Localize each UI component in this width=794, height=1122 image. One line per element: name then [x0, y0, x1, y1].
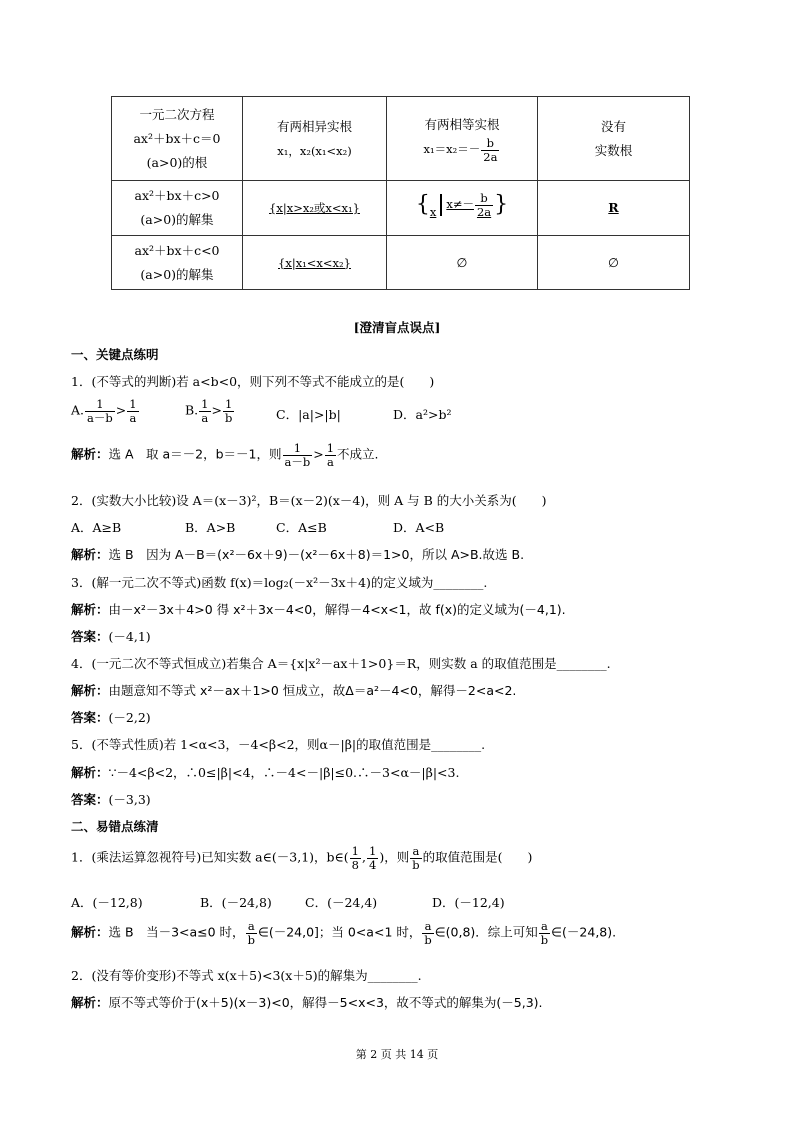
q2-option-b: B．A>B	[185, 520, 236, 535]
table-cell	[387, 236, 538, 290]
section-title: [澄清盲点误点]	[353, 320, 441, 335]
numerator: 1	[129, 397, 137, 411]
set-bar	[440, 194, 442, 216]
numerator: a	[246, 920, 257, 934]
cell-line: (a>0)的根	[146, 154, 208, 170]
cell-line: 实数根	[594, 142, 633, 158]
table-row	[112, 236, 690, 290]
q3-stem: 3．(解一元二次不等式)函数 f(x)＝log₂(－x²－3x＋4)的定义域为________.	[71, 575, 488, 590]
answer-label: 解析：	[71, 602, 109, 617]
answer-text: ∈(－24,0]；当 0<a<1 时，	[257, 924, 422, 940]
fraction	[246, 920, 257, 946]
q2-option-c: C．A≤B	[276, 520, 327, 535]
p2-q2-stem: 2．(没有等价变形)不等式 x(x＋5)<3(x＋5)的解集为________.	[71, 968, 422, 983]
solution-set: {x|x₁<x<x₂}	[278, 255, 351, 270]
fraction	[539, 920, 550, 946]
answer-text: 原不等式等价于(x＋5)(x－3)<0，解得－5<x<3，故不等式的解集为(－5,3).	[108, 995, 543, 1010]
p2-q1-stem	[71, 845, 532, 871]
table-cell	[243, 97, 387, 181]
p2-q1-option-d: D．(－12,4)	[432, 895, 505, 910]
q2-option-d: D．A<B	[393, 520, 445, 535]
q1-option-d: D．a²>b²	[393, 407, 452, 422]
gt-sign: >	[211, 402, 222, 418]
table-cell	[538, 236, 690, 290]
stem-text: ，则	[384, 849, 410, 865]
cell-line	[387, 137, 537, 163]
final-answer: (－4,1)	[108, 629, 151, 644]
q2-option-a: A．A≥B	[71, 520, 122, 535]
q2-answer	[71, 545, 524, 563]
table-header-cell	[112, 181, 243, 236]
numerator: a	[410, 845, 421, 859]
q5-final	[71, 790, 151, 808]
q3-final	[71, 627, 151, 645]
table-row	[112, 97, 690, 181]
table-row	[112, 181, 690, 236]
fraction	[367, 845, 378, 871]
denominator: b	[247, 932, 255, 947]
comma: ,	[362, 849, 366, 865]
part2-heading: 二、易错点练清	[71, 819, 159, 834]
gt-sign: >	[115, 402, 127, 418]
numerator: b	[475, 192, 493, 206]
numerator: a	[422, 920, 433, 934]
fraction	[85, 398, 115, 424]
denominator: a	[129, 410, 137, 425]
denominator: 4	[368, 857, 377, 872]
cell-line: x₁，x₂(x₁<x₂)	[277, 143, 352, 158]
inequality-table	[111, 96, 690, 290]
left-brace: {	[415, 192, 430, 218]
table-cell	[243, 236, 387, 290]
p2-q1-option-b: B．(－24,8)	[200, 895, 272, 910]
fraction	[223, 398, 234, 424]
answer-label: 解析：	[71, 995, 109, 1010]
table-cell	[538, 97, 690, 181]
equal-roots-lhs: x₁＝x₂＝－	[423, 142, 481, 157]
fraction	[481, 137, 499, 163]
p2-q1-option-a: A．(－12,8)	[71, 895, 143, 910]
denominator: a	[326, 454, 334, 469]
q4-stem: 4．(一元二次不等式恒成立)若集合 A＝{x|x²－ax＋1>0}＝R，则实数 a 的取值范围是________.	[71, 656, 611, 671]
answer-label: 解析：	[71, 446, 109, 462]
q4-answer	[71, 681, 516, 699]
final-label: 答案：	[71, 710, 109, 725]
table-cell	[387, 181, 538, 236]
cell-line: 有两相等实根	[424, 117, 500, 133]
denominator: a－b	[87, 410, 113, 425]
q3-answer	[71, 600, 566, 618]
answer-label: 解析：	[71, 683, 109, 698]
final-label: 答案：	[71, 629, 109, 644]
final-answer: (－2,2)	[108, 710, 151, 725]
q1-stem: 1．(不等式的判断)若 a<b<0，则下列不等式不能成立的是( )	[71, 374, 435, 389]
q1-option-c: C．|a|>|b|	[276, 407, 341, 422]
answer-text: 由题意知不等式 x²－ax＋1>0 恒成立，故Δ＝a²－4<0，解得－2<a<2.	[108, 683, 517, 698]
right-brace: }	[494, 192, 509, 218]
answer-text: ∵－4<β<2，∴0≤|β|<4，∴－4<－|β|≤0.∴－3<α－|β|<3.	[108, 765, 460, 780]
answer-text: ∈(－24,8).	[551, 924, 617, 940]
p2-q1-option-c: C．(－24,4)	[305, 895, 378, 910]
q5-answer	[71, 763, 459, 781]
set-condition: x≠－	[446, 197, 474, 212]
answer-text: 选 A 取 a＝－2，b＝－1，则	[108, 446, 282, 462]
cell-line: ax²＋bx＋c>0	[134, 188, 220, 203]
fraction	[422, 920, 433, 946]
cell-line: ax²＋bx＋c<0	[134, 242, 220, 258]
denominator: a－b	[284, 454, 311, 469]
q5-stem: 5．(不等式性质)若 1<α<3，－4<β<2，则α－|β|的取值范围是________.	[71, 737, 486, 752]
q2-stem: 2．(实数大小比较)设 A＝(x－3)²，B＝(x－2)(x－4)，则 A 与 B 的大小关系为( )	[71, 493, 547, 508]
numerator: 1	[223, 398, 234, 412]
cell-line: ax²＋bx＋c＝0	[133, 130, 221, 146]
answer-text: 由－x²－3x＋4>0 得 x²＋3x－4<0，解得－4<x<1，故 f(x)的定义域为(－4,1).	[108, 602, 566, 617]
numerator: a	[539, 920, 550, 934]
denominator: a	[201, 410, 209, 425]
q1-answer	[71, 442, 379, 468]
gt-sign: >	[313, 446, 324, 462]
paren: (	[343, 849, 349, 865]
stem-text: 的取值范围是( )	[422, 849, 533, 865]
real-set: R	[608, 200, 619, 215]
fraction	[475, 192, 493, 218]
numerator: b	[481, 137, 499, 151]
empty-set: ∅	[456, 254, 468, 270]
final-label: 答案：	[71, 792, 109, 807]
fraction	[283, 442, 313, 468]
cell-line: 一元二次方程	[139, 106, 215, 122]
q1-option-a	[71, 398, 140, 424]
denominator: b	[424, 932, 432, 947]
denominator: 2a	[483, 150, 498, 164]
stem-text: 1．(乘法运算忽视符号)已知实数 a∈(－3,1)，b∈	[71, 849, 344, 865]
option-label: B.	[185, 402, 199, 418]
answer-label: 解析：	[71, 924, 109, 940]
table-cell	[538, 181, 690, 236]
fraction	[410, 845, 421, 871]
denominator: b	[412, 857, 420, 872]
denominator: b	[224, 410, 233, 425]
table-cell	[387, 97, 538, 181]
numerator: 1	[283, 442, 313, 456]
page-footer: 第 2 页 共 14 页	[355, 1048, 439, 1061]
answer-label: 解析：	[71, 765, 109, 780]
set-notation	[415, 190, 509, 220]
answer-text: 选 B 因为 A－B＝(x²－6x＋9)－(x²－6x＋8)＝1>0，所以 A>B.故选 B.	[108, 547, 525, 562]
fraction	[350, 845, 361, 871]
denominator: b	[540, 932, 549, 947]
numerator: 1	[201, 397, 209, 411]
p2-q1-answer	[71, 920, 616, 946]
numerator: 1	[368, 844, 377, 858]
final-answer: (－3,3)	[108, 792, 151, 807]
q1-option-b	[185, 398, 235, 424]
cell-line: 有两相异实根	[276, 118, 352, 134]
answer-text: 选 B 当－3<a≤0 时，	[108, 924, 245, 940]
solution-set: {x|x>x₂或x<x₁}	[269, 201, 360, 215]
denominator: 2a	[476, 204, 492, 219]
numerator: 1	[85, 398, 115, 412]
empty-set: ∅	[608, 254, 619, 270]
table-cell	[243, 181, 387, 236]
cell-line: 没有	[600, 118, 626, 134]
answer-text: ∈(0,8)．综上可知	[434, 924, 538, 940]
table-header-cell	[112, 97, 243, 181]
answer-label: 解析：	[71, 547, 109, 562]
numerator: 1	[351, 844, 359, 858]
q4-final	[71, 708, 151, 726]
fraction	[127, 398, 138, 424]
fraction	[325, 442, 336, 468]
set-var: x	[429, 205, 437, 220]
option-label: A.	[71, 402, 85, 418]
cell-line: (a>0)的解集	[140, 266, 214, 282]
numerator: 1	[326, 441, 335, 455]
answer-text: 不成立.	[337, 446, 379, 462]
table-header-cell	[112, 236, 243, 290]
fraction	[199, 398, 210, 424]
denominator: 8	[351, 857, 359, 872]
paren: )	[379, 849, 385, 865]
p2-q2-answer	[71, 993, 543, 1011]
part1-heading: 一、关键点练明	[71, 347, 159, 362]
cell-line: (a>0)的解集	[140, 212, 214, 227]
